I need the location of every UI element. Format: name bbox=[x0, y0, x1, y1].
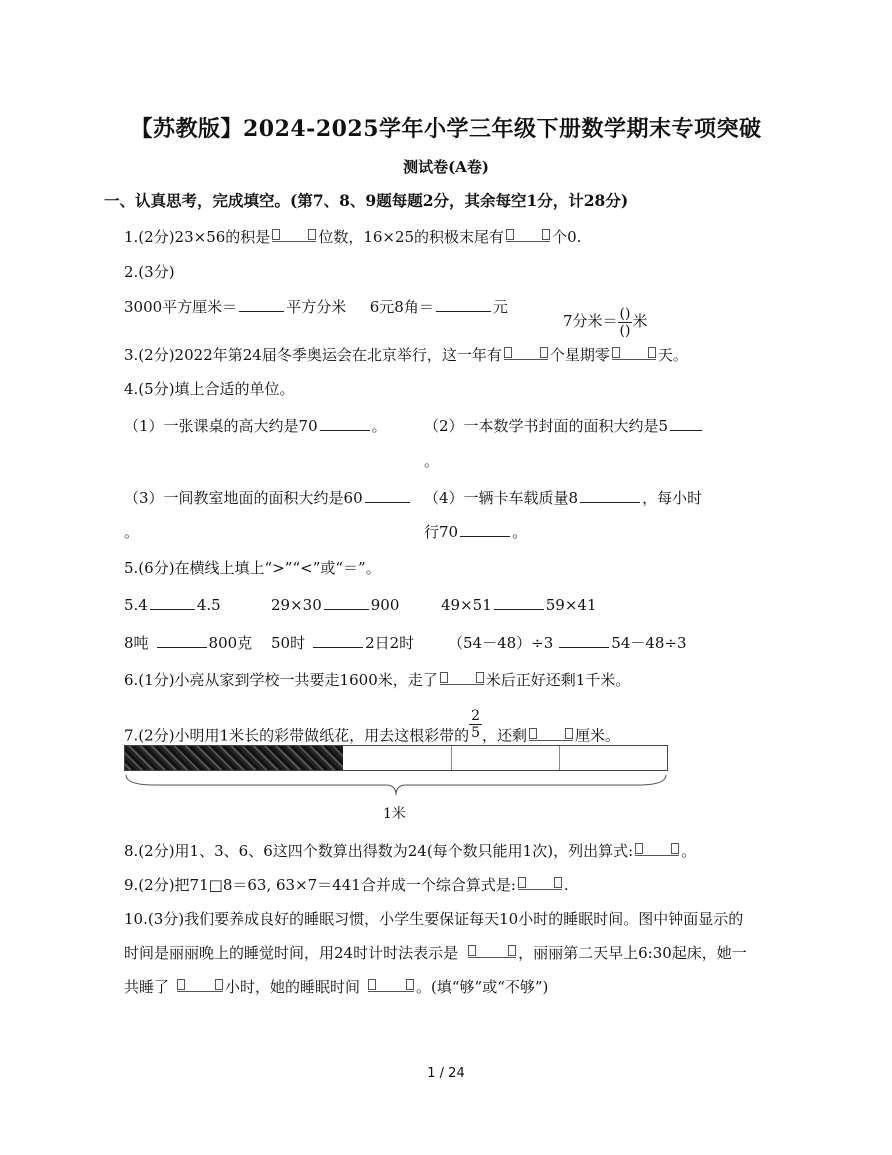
question-4-part-4-line2: 行70 。 bbox=[424, 523, 528, 541]
question-9: 9.(2分)把71□8＝63, 63×7＝441合并成一个综合算式是: . bbox=[124, 876, 569, 894]
answer-blank[interactable] bbox=[157, 633, 207, 648]
question-4-part-2-end: 。 bbox=[424, 452, 440, 470]
answer-blank[interactable] bbox=[365, 488, 410, 503]
answer-blank[interactable] bbox=[436, 297, 491, 312]
question-4-part-3: （3）一间教室地面的面积大约是60 bbox=[124, 487, 412, 508]
answer-blank[interactable] bbox=[580, 488, 640, 503]
answer-box[interactable] bbox=[518, 875, 562, 890]
question-4-part-1: （1）一张课桌的高大约是70 。 bbox=[124, 417, 387, 435]
question-7: 7.(2分)小明用1米长的彩带做纸花，用去这根彩带的 $\frac{2}{5}$ ，还剩 厘米。 bbox=[124, 708, 621, 745]
answer-box[interactable] bbox=[635, 841, 679, 856]
answer-blank[interactable] bbox=[324, 595, 369, 610]
answer-box[interactable] bbox=[440, 670, 484, 685]
answer-blank[interactable] bbox=[320, 416, 370, 431]
answer-blank[interactable] bbox=[494, 595, 544, 610]
page-number: 1 / 24 bbox=[427, 1066, 465, 1081]
question-4-part-4: （4）一辆卡车载质量8 ，每小时 bbox=[424, 489, 703, 507]
page-title: 【苏教版】2024-2025学年小学三年级下册数学期末专项突破 bbox=[130, 116, 762, 142]
page-subtitle: 测试卷(A卷) bbox=[403, 158, 489, 176]
brace-icon bbox=[124, 771, 668, 799]
answer-blank[interactable] bbox=[239, 297, 284, 312]
question-2-line: 3000平方厘米＝ 平方分米 6元8角＝ 元 bbox=[124, 298, 508, 316]
answer-box[interactable] bbox=[177, 977, 223, 992]
fraction: $\frac{2}{5}$ bbox=[471, 708, 481, 741]
answer-box[interactable] bbox=[612, 345, 656, 360]
question-6: 6.(1分)小亮从家到学校一共要走1600米，走了 米后正好还剩1千米。 bbox=[124, 671, 631, 689]
question-2-heading: 2.(3分) bbox=[124, 263, 175, 281]
question-10-line-1: 10.(3分)我们要养成良好的睡眠习惯，小学生要保证每天10小时的睡眠时间。图中钟面显示的 bbox=[124, 910, 744, 928]
answer-box[interactable] bbox=[504, 345, 548, 360]
compare-item: 8吨 800克 bbox=[124, 634, 253, 652]
answer-box[interactable] bbox=[529, 726, 573, 741]
answer-blank[interactable] bbox=[150, 595, 195, 610]
answer-blank[interactable] bbox=[559, 633, 609, 648]
answer-blank[interactable] bbox=[313, 633, 363, 648]
question-4-part-2: （2）一本数学书封面的面积大约是5 bbox=[424, 415, 704, 436]
question-4-heading: 4.(5分)填上合适的单位。 bbox=[124, 380, 295, 398]
section-heading: 一、认真思考，完成填空。(第7、8、9题每题2分，其余每空1分，计28分) bbox=[104, 191, 629, 210]
compare-item: 50时 2日2时 bbox=[271, 634, 415, 652]
question-3: 3.(2分)2022年第24届冬季奥运会在北京举行，这一年有 个星期零 天。 bbox=[124, 346, 688, 364]
used-ribbon-portion bbox=[125, 746, 343, 770]
answer-box[interactable] bbox=[368, 977, 414, 992]
question-2-fraction: 7分米＝ $\frac{()}{()}$ 米 bbox=[563, 305, 648, 339]
compare-item: （54－48）÷3 54－48÷3 bbox=[448, 634, 687, 652]
ribbon-divider bbox=[559, 746, 560, 770]
answer-blank[interactable] bbox=[670, 416, 702, 431]
ribbon-divider bbox=[451, 746, 452, 770]
answer-blank[interactable] bbox=[460, 522, 510, 537]
ribbon-length-label: 1米 bbox=[383, 806, 406, 822]
compare-item: 49×51 59×41 bbox=[441, 596, 597, 614]
answer-box[interactable] bbox=[468, 943, 516, 958]
compare-item: 29×30 900 bbox=[271, 596, 400, 614]
question-10-line-2: 时间是丽丽晚上的睡觉时间，用24时计时法表示是 ，丽丽第二天早上6:30起床，她一 bbox=[124, 944, 747, 962]
question-4-part-3-end: 。 bbox=[124, 523, 140, 541]
answer-box[interactable] bbox=[272, 227, 316, 242]
ribbon-diagram bbox=[124, 745, 668, 771]
compare-item: 5.4 4.5 bbox=[124, 596, 221, 614]
question-8: 8.(2分)用1、3、6、6这四个数算出得数为24(每个数只能用1次)，列出算式: 。 bbox=[124, 842, 697, 860]
question-5-heading: 5.(6分)在横线上填上“>”“<”或“＝”。 bbox=[124, 559, 381, 577]
fraction[interactable]: $\frac{()}{()}$ bbox=[619, 305, 631, 339]
question-10-line-3: 共睡了 小时，她的睡眠时间 。(填“够”或“不够”) bbox=[124, 978, 549, 996]
question-1: 1.(2分)23×56的积是 位数，16×25的积极末尾有 个0. bbox=[124, 228, 582, 246]
answer-box[interactable] bbox=[506, 227, 550, 242]
